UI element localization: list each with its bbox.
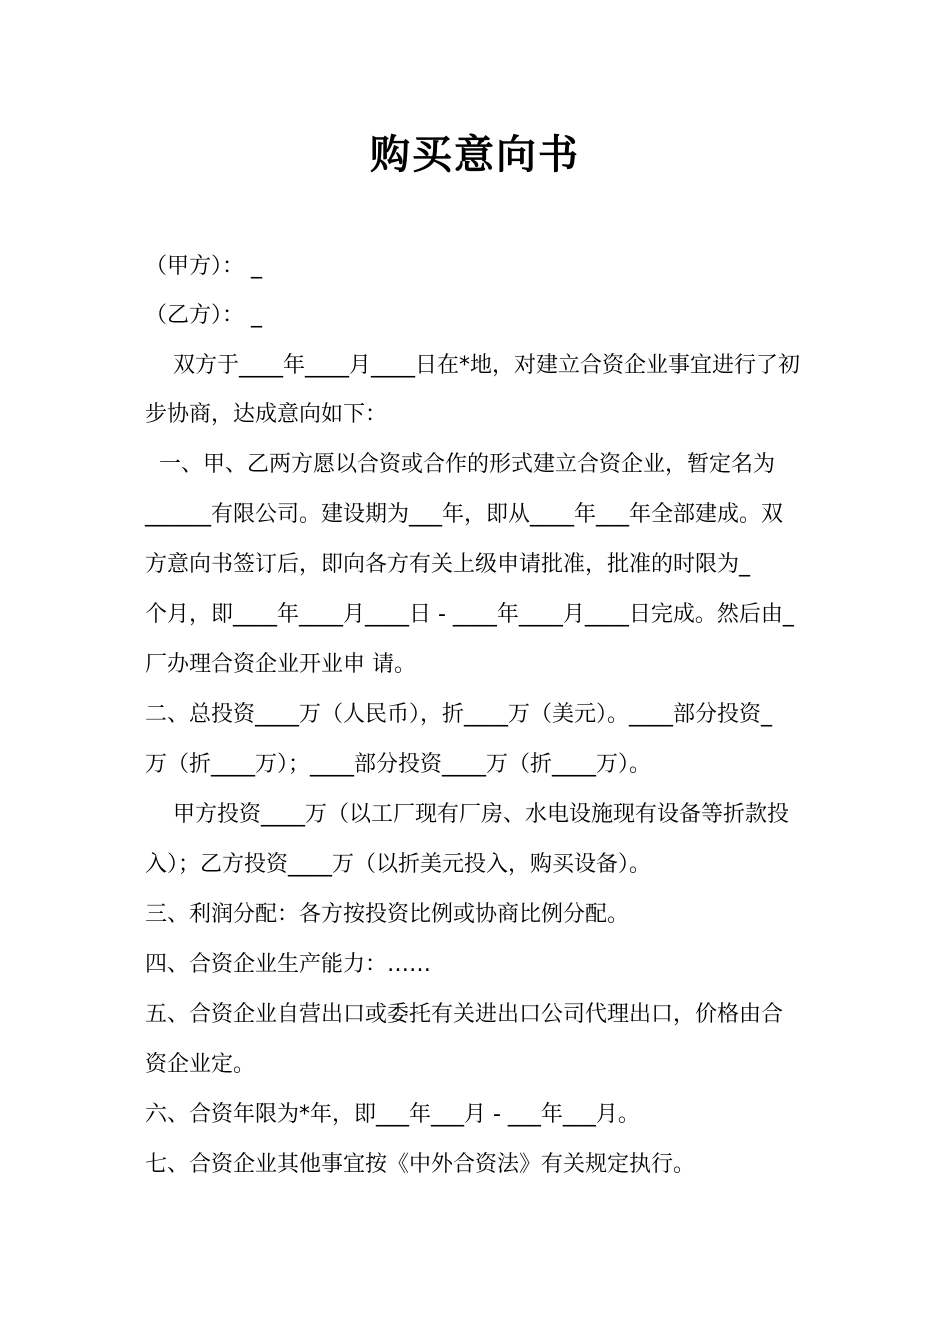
clause-2-line-1: 二、总投资____万（人民币），折____万（美元）。____部分投资_ — [145, 702, 773, 727]
clause-5-line-1: 五、合资企业自营出口或委托有关进出口公司代理出口，价格由合 — [145, 1002, 784, 1027]
clause-4-line: 四、合资企业生产能力：…… — [145, 952, 432, 977]
clause-1-line-3: 方意向书签订后，即向各方有关上级申请批准，批准的时限为_ — [145, 552, 751, 577]
party-a-label: （甲方）： _ — [145, 254, 262, 279]
party-b-label: （乙方）： _ — [145, 303, 262, 328]
investment-line-1: 甲方投资____万（以工厂现有厂房、水电设施现有设备等折款投 — [145, 802, 789, 827]
clause-1-line-2: ______有限公司。建设期为___年，即从____年___年全部建成。双 — [145, 502, 784, 527]
clause-6-line: 六、合资年限为*年，即___年___月 - ___年___月。 — [145, 1102, 640, 1127]
investment-line-2: 入）；乙方投资____万（以折美元投入，购买设备）。 — [145, 852, 652, 877]
document-title: 购买意向书 — [370, 132, 580, 178]
intro-line-2: 步协商，达成意向如下： — [145, 402, 388, 427]
clause-3-line: 三、利润分配：各方按投资比例或协商比例分配。 — [145, 902, 630, 927]
clause-1-line-5: 厂办理合资企业开业申 请。 — [145, 652, 416, 677]
clause-5-line-2: 资企业定。 — [145, 1052, 256, 1077]
clause-7-line: 七、合资企业其他事宜按《中外合资法》有关规定执行。 — [145, 1152, 696, 1177]
intro-line-1: 双方于____年____月____日在*地，对建立合资企业事宜进行了初 — [145, 353, 800, 378]
clause-1-line-4: 个月，即____年____月____日 - ____年____月____日完成。然后由_ — [145, 602, 794, 627]
clause-2-line-2: 万（折____万）；____部分投资____万（折____万）。 — [145, 752, 652, 777]
clause-1-line-1: 一、甲、乙两方愿以合资或合作的形式建立合资企业，暂定名为 — [145, 452, 775, 477]
